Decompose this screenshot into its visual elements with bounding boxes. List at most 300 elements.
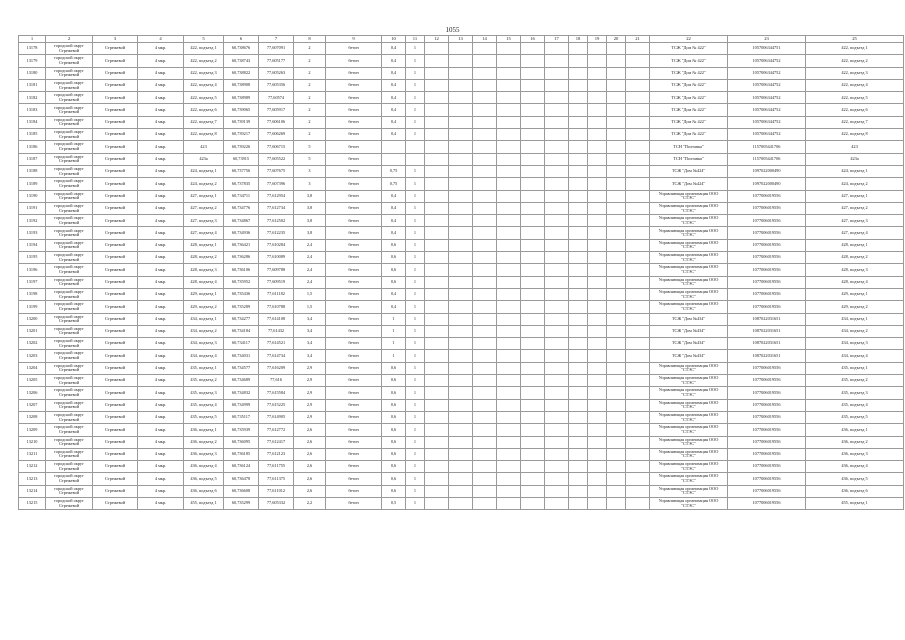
empty-cell <box>521 497 545 509</box>
empty-cell <box>626 338 650 350</box>
empty-cell <box>607 264 626 276</box>
table-row <box>19 497 904 509</box>
cell-c9: бетон <box>326 497 382 509</box>
empty-cell <box>545 129 569 141</box>
cell-city: Стрежевой <box>93 202 138 214</box>
cell-short: 435, подъезд 5 <box>806 411 904 423</box>
empty-cell <box>569 116 588 128</box>
cell-city: Стрежевой <box>93 473 138 485</box>
empty-cell <box>607 399 626 411</box>
empty-cell <box>521 424 545 436</box>
empty-cell <box>607 325 626 337</box>
empty-cell <box>607 424 626 436</box>
column-number: 25 <box>806 36 904 43</box>
cell-c11 <box>406 153 425 165</box>
cell-addr: 434, подъезд 3 <box>184 338 224 350</box>
empty-cell <box>425 104 449 116</box>
cell-city: Стрежевой <box>93 116 138 128</box>
empty-cell <box>588 104 607 116</box>
cell-org: ТСЖ "Дом № 422" <box>650 104 728 116</box>
table-row <box>19 485 904 497</box>
empty-cell <box>588 178 607 190</box>
empty-cell <box>473 239 497 251</box>
cell-c8: 3,8 <box>294 190 326 202</box>
empty-cell <box>545 448 569 460</box>
empty-cell <box>545 67 569 79</box>
cell-district: 4 мкр. <box>138 424 184 436</box>
cell-c9: бетон <box>326 288 382 300</box>
cell-c10: 0,6 <box>382 461 406 473</box>
empty-cell <box>607 239 626 251</box>
empty-cell <box>473 338 497 350</box>
cell-short: 422, подъезд 4 <box>806 79 904 91</box>
cell-c10: 0,6 <box>382 375 406 387</box>
cell-c9: бетон <box>326 116 382 128</box>
empty-cell <box>497 325 521 337</box>
cell-org: Управляющая организация ООО "СТЭС" <box>650 239 728 251</box>
cell-short: 428, подъезд 2 <box>806 252 904 264</box>
cell-city: Стрежевой <box>93 411 138 423</box>
empty-cell <box>473 227 497 239</box>
empty-cell <box>588 411 607 423</box>
cell-id: 13197 <box>19 276 46 288</box>
cell-short: 427, подъезд 4 <box>806 227 904 239</box>
empty-cell <box>588 362 607 374</box>
empty-cell <box>569 436 588 448</box>
table-row <box>19 313 904 325</box>
cell-district: 4 мкр. <box>138 55 184 67</box>
cell-c9: бетон <box>326 264 382 276</box>
cell-short: 428, подъезд 1 <box>806 239 904 251</box>
cell-c9: бетон <box>326 202 382 214</box>
empty-cell <box>497 153 521 165</box>
cell-addr: 436, подъезд 5 <box>184 473 224 485</box>
cell-org: ТСЖ "Дом №434" <box>650 313 728 325</box>
cell-lon: 77,615584 <box>259 387 294 399</box>
empty-cell <box>449 288 473 300</box>
cell-ogrn: 1077006019556 <box>728 252 806 264</box>
cell-c9: бетон <box>326 350 382 362</box>
table-row <box>19 92 904 104</box>
cell-c8: 1,5 <box>294 301 326 313</box>
cell-lon: 77,605356 <box>259 79 294 91</box>
empty-cell <box>569 227 588 239</box>
cell-lon: 77,61432 <box>259 325 294 337</box>
cell-c11: 1 <box>406 411 425 423</box>
cell-lon: 77,616 <box>259 375 294 387</box>
empty-cell <box>497 104 521 116</box>
cell-ogrn: 1087022031651 <box>728 338 806 350</box>
empty-cell <box>545 497 569 509</box>
cell-id: 13202 <box>19 338 46 350</box>
cell-ogrn: 1077006019556 <box>728 227 806 239</box>
cell-mo: городской округ Стрежевой <box>46 190 93 202</box>
empty-cell <box>449 411 473 423</box>
empty-cell <box>473 190 497 202</box>
empty-cell <box>545 141 569 153</box>
empty-cell <box>521 411 545 423</box>
cell-district: 4 мкр. <box>138 276 184 288</box>
empty-cell <box>521 252 545 264</box>
cell-ogrn: 1087022031651 <box>728 325 806 337</box>
empty-cell <box>569 461 588 473</box>
cell-addr: 429, подъезд 1 <box>184 288 224 300</box>
cell-ogrn: 1077006019556 <box>728 202 806 214</box>
empty-cell <box>545 55 569 67</box>
cell-mo: городской округ Стрежевой <box>46 387 93 399</box>
empty-cell <box>626 190 650 202</box>
cell-addr: 427, подъезд 3 <box>184 215 224 227</box>
cell-lat: 60,738822 <box>224 67 259 79</box>
cell-c10: 0,6 <box>382 411 406 423</box>
empty-cell <box>626 387 650 399</box>
empty-cell <box>449 252 473 264</box>
table-row <box>19 448 904 460</box>
table-row <box>19 202 904 214</box>
cell-district: 4 мкр. <box>138 461 184 473</box>
empty-cell <box>607 141 626 153</box>
cell-c10: 0,6 <box>382 473 406 485</box>
empty-cell <box>425 239 449 251</box>
cell-c10: 0,4 <box>382 190 406 202</box>
cell-c10: 0,4 <box>382 92 406 104</box>
cell-lon: 77,606269 <box>259 129 294 141</box>
cell-lon: 77,605263 <box>259 67 294 79</box>
cell-city: Стрежевой <box>93 141 138 153</box>
empty-cell <box>449 227 473 239</box>
empty-cell <box>607 411 626 423</box>
cell-district: 4 мкр. <box>138 215 184 227</box>
column-number: 1 <box>19 36 46 43</box>
cell-district: 4 мкр. <box>138 178 184 190</box>
cell-c10: 0,6 <box>382 276 406 288</box>
cell-addr: 435, подъезд 4 <box>184 399 224 411</box>
cell-c8: 2 <box>294 55 326 67</box>
empty-cell <box>473 129 497 141</box>
empty-cell <box>497 43 521 55</box>
cell-ogrn: 1077006019556 <box>728 424 806 436</box>
cell-id: 13207 <box>19 399 46 411</box>
cell-org: Управляющая организация ООО "СТЭС" <box>650 424 728 436</box>
cell-c11: 1 <box>406 288 425 300</box>
cell-addr: 434, подъезд 1 <box>184 313 224 325</box>
column-number: 21 <box>626 36 650 43</box>
cell-c11: 1 <box>406 399 425 411</box>
cell-addr: 422, подъезд 1 <box>184 43 224 55</box>
cell-ogrn: 1077006019556 <box>728 301 806 313</box>
empty-cell <box>449 325 473 337</box>
empty-cell <box>521 313 545 325</box>
empty-cell <box>607 153 626 165</box>
empty-cell <box>521 104 545 116</box>
cell-org: Управляющая организация ООО "СТЭС" <box>650 252 728 264</box>
cell-id: 13215 <box>19 497 46 509</box>
empty-cell <box>521 153 545 165</box>
cell-c10: 0,6 <box>382 436 406 448</box>
column-number: 8 <box>294 36 326 43</box>
empty-cell <box>497 288 521 300</box>
empty-cell <box>626 79 650 91</box>
empty-cell <box>569 202 588 214</box>
empty-cell <box>521 387 545 399</box>
empty-cell <box>449 485 473 497</box>
cell-addr: 428, подъезд 2 <box>184 252 224 264</box>
cell-c11: 1 <box>406 67 425 79</box>
cell-district: 4 мкр. <box>138 497 184 509</box>
cell-lat: 60,736095 <box>224 436 259 448</box>
empty-cell <box>569 67 588 79</box>
empty-cell <box>569 288 588 300</box>
empty-cell <box>626 227 650 239</box>
cell-city: Стрежевой <box>93 362 138 374</box>
empty-cell <box>607 43 626 55</box>
cell-org: Управляющая организация ООО "СТЭС" <box>650 288 728 300</box>
cell-lat: 60,739226 <box>224 141 259 153</box>
cell-lon: 77,614521 <box>259 338 294 350</box>
empty-cell <box>449 301 473 313</box>
cell-addr: 436, подъезд 1 <box>184 424 224 436</box>
cell-c8: 3,8 <box>294 227 326 239</box>
empty-cell <box>545 424 569 436</box>
table-row <box>19 165 904 177</box>
cell-c11: 1 <box>406 92 425 104</box>
empty-cell <box>497 165 521 177</box>
empty-cell <box>588 141 607 153</box>
empty-cell <box>473 375 497 387</box>
empty-cell <box>497 227 521 239</box>
cell-id: 13182 <box>19 92 46 104</box>
cell-c11: 1 <box>406 104 425 116</box>
empty-cell <box>521 276 545 288</box>
empty-cell <box>425 424 449 436</box>
cell-ogrn: 1077006019556 <box>728 276 806 288</box>
empty-cell <box>588 116 607 128</box>
cell-c8: 2,4 <box>294 252 326 264</box>
cell-c11: 1 <box>406 497 425 509</box>
cell-org: Управляющая организация ООО "СТЭС" <box>650 301 728 313</box>
cell-c11 <box>406 141 425 153</box>
cell-district: 4 мкр. <box>138 165 184 177</box>
cell-c9: бетон <box>326 55 382 67</box>
cell-c11: 1 <box>406 43 425 55</box>
empty-cell <box>607 252 626 264</box>
cell-mo: городской округ Стрежевой <box>46 129 93 141</box>
cell-ogrn: 1077006019556 <box>728 497 806 509</box>
cell-mo: городской округ Стрежевой <box>46 165 93 177</box>
cell-ogrn: 1077006019556 <box>728 399 806 411</box>
empty-cell <box>545 202 569 214</box>
cell-c9: бетон <box>326 215 382 227</box>
empty-cell <box>569 338 588 350</box>
cell-ogrn: 1097022000490 <box>728 165 806 177</box>
column-number: 2 <box>46 36 93 43</box>
empty-cell <box>588 338 607 350</box>
empty-cell <box>588 67 607 79</box>
empty-cell <box>425 165 449 177</box>
cell-lat: 60,739139 <box>224 116 259 128</box>
empty-cell <box>626 215 650 227</box>
empty-cell <box>473 215 497 227</box>
empty-cell <box>626 252 650 264</box>
cell-c8: 3,4 <box>294 338 326 350</box>
empty-cell <box>449 276 473 288</box>
cell-addr: 427, подъезд 2 <box>184 202 224 214</box>
cell-c8: 3,4 <box>294 313 326 325</box>
empty-cell <box>425 338 449 350</box>
cell-mo: городской округ Стрежевой <box>46 485 93 497</box>
empty-cell <box>626 473 650 485</box>
empty-cell <box>588 497 607 509</box>
empty-cell <box>569 301 588 313</box>
table-row <box>19 215 904 227</box>
cell-mo: городской округ Стрежевой <box>46 264 93 276</box>
cell-c11: 1 <box>406 461 425 473</box>
empty-cell <box>497 67 521 79</box>
cell-c11: 1 <box>406 473 425 485</box>
empty-cell <box>449 92 473 104</box>
empty-cell <box>607 461 626 473</box>
cell-c10: 0,4 <box>382 227 406 239</box>
empty-cell <box>607 104 626 116</box>
empty-cell <box>626 461 650 473</box>
empty-cell <box>588 288 607 300</box>
empty-cell <box>607 165 626 177</box>
empty-cell <box>545 153 569 165</box>
cell-org: ТСЖ "Дом № 422" <box>650 92 728 104</box>
cell-ogrn: 1077006019556 <box>728 362 806 374</box>
empty-cell <box>607 55 626 67</box>
empty-cell <box>626 141 650 153</box>
cell-c8: 3 <box>294 178 326 190</box>
cell-org: ТСН "Полтавка" <box>650 141 728 153</box>
cell-short: 422, подъезд 2 <box>806 55 904 67</box>
cell-mo: городской округ Стрежевой <box>46 67 93 79</box>
cell-district: 4 мкр. <box>138 485 184 497</box>
cell-c9: бетон <box>326 411 382 423</box>
cell-c9: бетон <box>326 399 382 411</box>
empty-cell <box>521 92 545 104</box>
empty-cell <box>425 129 449 141</box>
cell-lon: 77,612417 <box>259 436 294 448</box>
empty-cell <box>521 129 545 141</box>
cell-lat: 60,734277 <box>224 313 259 325</box>
cell-id: 13210 <box>19 436 46 448</box>
cell-mo: городской округ Стрежевой <box>46 362 93 374</box>
cell-district: 4 мкр. <box>138 288 184 300</box>
cell-city: Стрежевой <box>93 301 138 313</box>
empty-cell <box>607 473 626 485</box>
cell-mo: городской округ Стрежевой <box>46 92 93 104</box>
empty-cell <box>449 350 473 362</box>
cell-c10: 0,4 <box>382 301 406 313</box>
cell-district: 4 мкр. <box>138 252 184 264</box>
empty-cell <box>497 448 521 460</box>
empty-cell <box>425 116 449 128</box>
cell-district: 4 мкр. <box>138 448 184 460</box>
column-number: 15 <box>497 36 521 43</box>
cell-id: 13184 <box>19 116 46 128</box>
empty-cell <box>626 276 650 288</box>
empty-cell <box>545 399 569 411</box>
cell-lon: 77,607396 <box>259 178 294 190</box>
empty-cell <box>607 202 626 214</box>
empty-cell <box>607 362 626 374</box>
column-number: 13 <box>449 36 473 43</box>
column-number: 4 <box>138 36 184 43</box>
cell-lon: 77,612954 <box>259 190 294 202</box>
empty-cell <box>626 399 650 411</box>
cell-lat: 60,734689 <box>224 375 259 387</box>
cell-short: 435, подъезд 2 <box>806 375 904 387</box>
cell-c8: 2,6 <box>294 448 326 460</box>
cell-id: 13208 <box>19 411 46 423</box>
empty-cell <box>545 239 569 251</box>
empty-cell <box>425 436 449 448</box>
cell-c9: бетон <box>326 92 382 104</box>
cell-district: 4 мкр. <box>138 436 184 448</box>
cell-org: Управляющая организация ООО "СТЭС" <box>650 202 728 214</box>
empty-cell <box>449 424 473 436</box>
cell-ogrn: 1087022031651 <box>728 313 806 325</box>
column-number: 5 <box>184 36 224 43</box>
empty-cell <box>607 448 626 460</box>
empty-cell <box>425 448 449 460</box>
column-number: 16 <box>521 36 545 43</box>
cell-mo: городской округ Стрежевой <box>46 79 93 91</box>
empty-cell <box>588 264 607 276</box>
empty-cell <box>607 129 626 141</box>
empty-cell <box>607 116 626 128</box>
cell-ogrn: 1077006019556 <box>728 411 806 423</box>
empty-cell <box>545 79 569 91</box>
cell-addr: 434, подъезд 4 <box>184 350 224 362</box>
cell-ogrn: 1057006344752 <box>728 116 806 128</box>
cell-org: Управляющая организация ООО "СТЭС" <box>650 375 728 387</box>
cell-c11: 1 <box>406 362 425 374</box>
empty-cell <box>626 202 650 214</box>
cell-short: 428, подъезд 4 <box>806 276 904 288</box>
table-body <box>19 36 904 510</box>
empty-cell <box>425 92 449 104</box>
cell-district: 4 мкр. <box>138 129 184 141</box>
cell-org: Управляющая организация ООО "СТЭС" <box>650 362 728 374</box>
cell-c8: 2,9 <box>294 411 326 423</box>
empty-cell <box>449 215 473 227</box>
cell-city: Стрежевой <box>93 165 138 177</box>
empty-cell <box>545 116 569 128</box>
empty-cell <box>607 301 626 313</box>
table-row <box>19 424 904 436</box>
empty-cell <box>569 215 588 227</box>
cell-mo: городской округ Стрежевой <box>46 141 93 153</box>
cell-mo: городской округ Стрежевой <box>46 497 93 509</box>
cell-short: 429, подъезд 2 <box>806 301 904 313</box>
empty-cell <box>607 375 626 387</box>
table-row <box>19 129 904 141</box>
empty-cell <box>449 375 473 387</box>
cell-c11: 1 <box>406 239 425 251</box>
cell-mo: городской округ Стрежевой <box>46 436 93 448</box>
empty-cell <box>425 43 449 55</box>
cell-c10: 0,4 <box>382 129 406 141</box>
empty-cell <box>521 178 545 190</box>
column-number: 11 <box>406 36 425 43</box>
empty-cell <box>626 411 650 423</box>
cell-mo: городской округ Стрежевой <box>46 288 93 300</box>
empty-cell <box>473 399 497 411</box>
cell-short: 422, подъезд 7 <box>806 116 904 128</box>
cell-lon: 77,612502 <box>259 215 294 227</box>
